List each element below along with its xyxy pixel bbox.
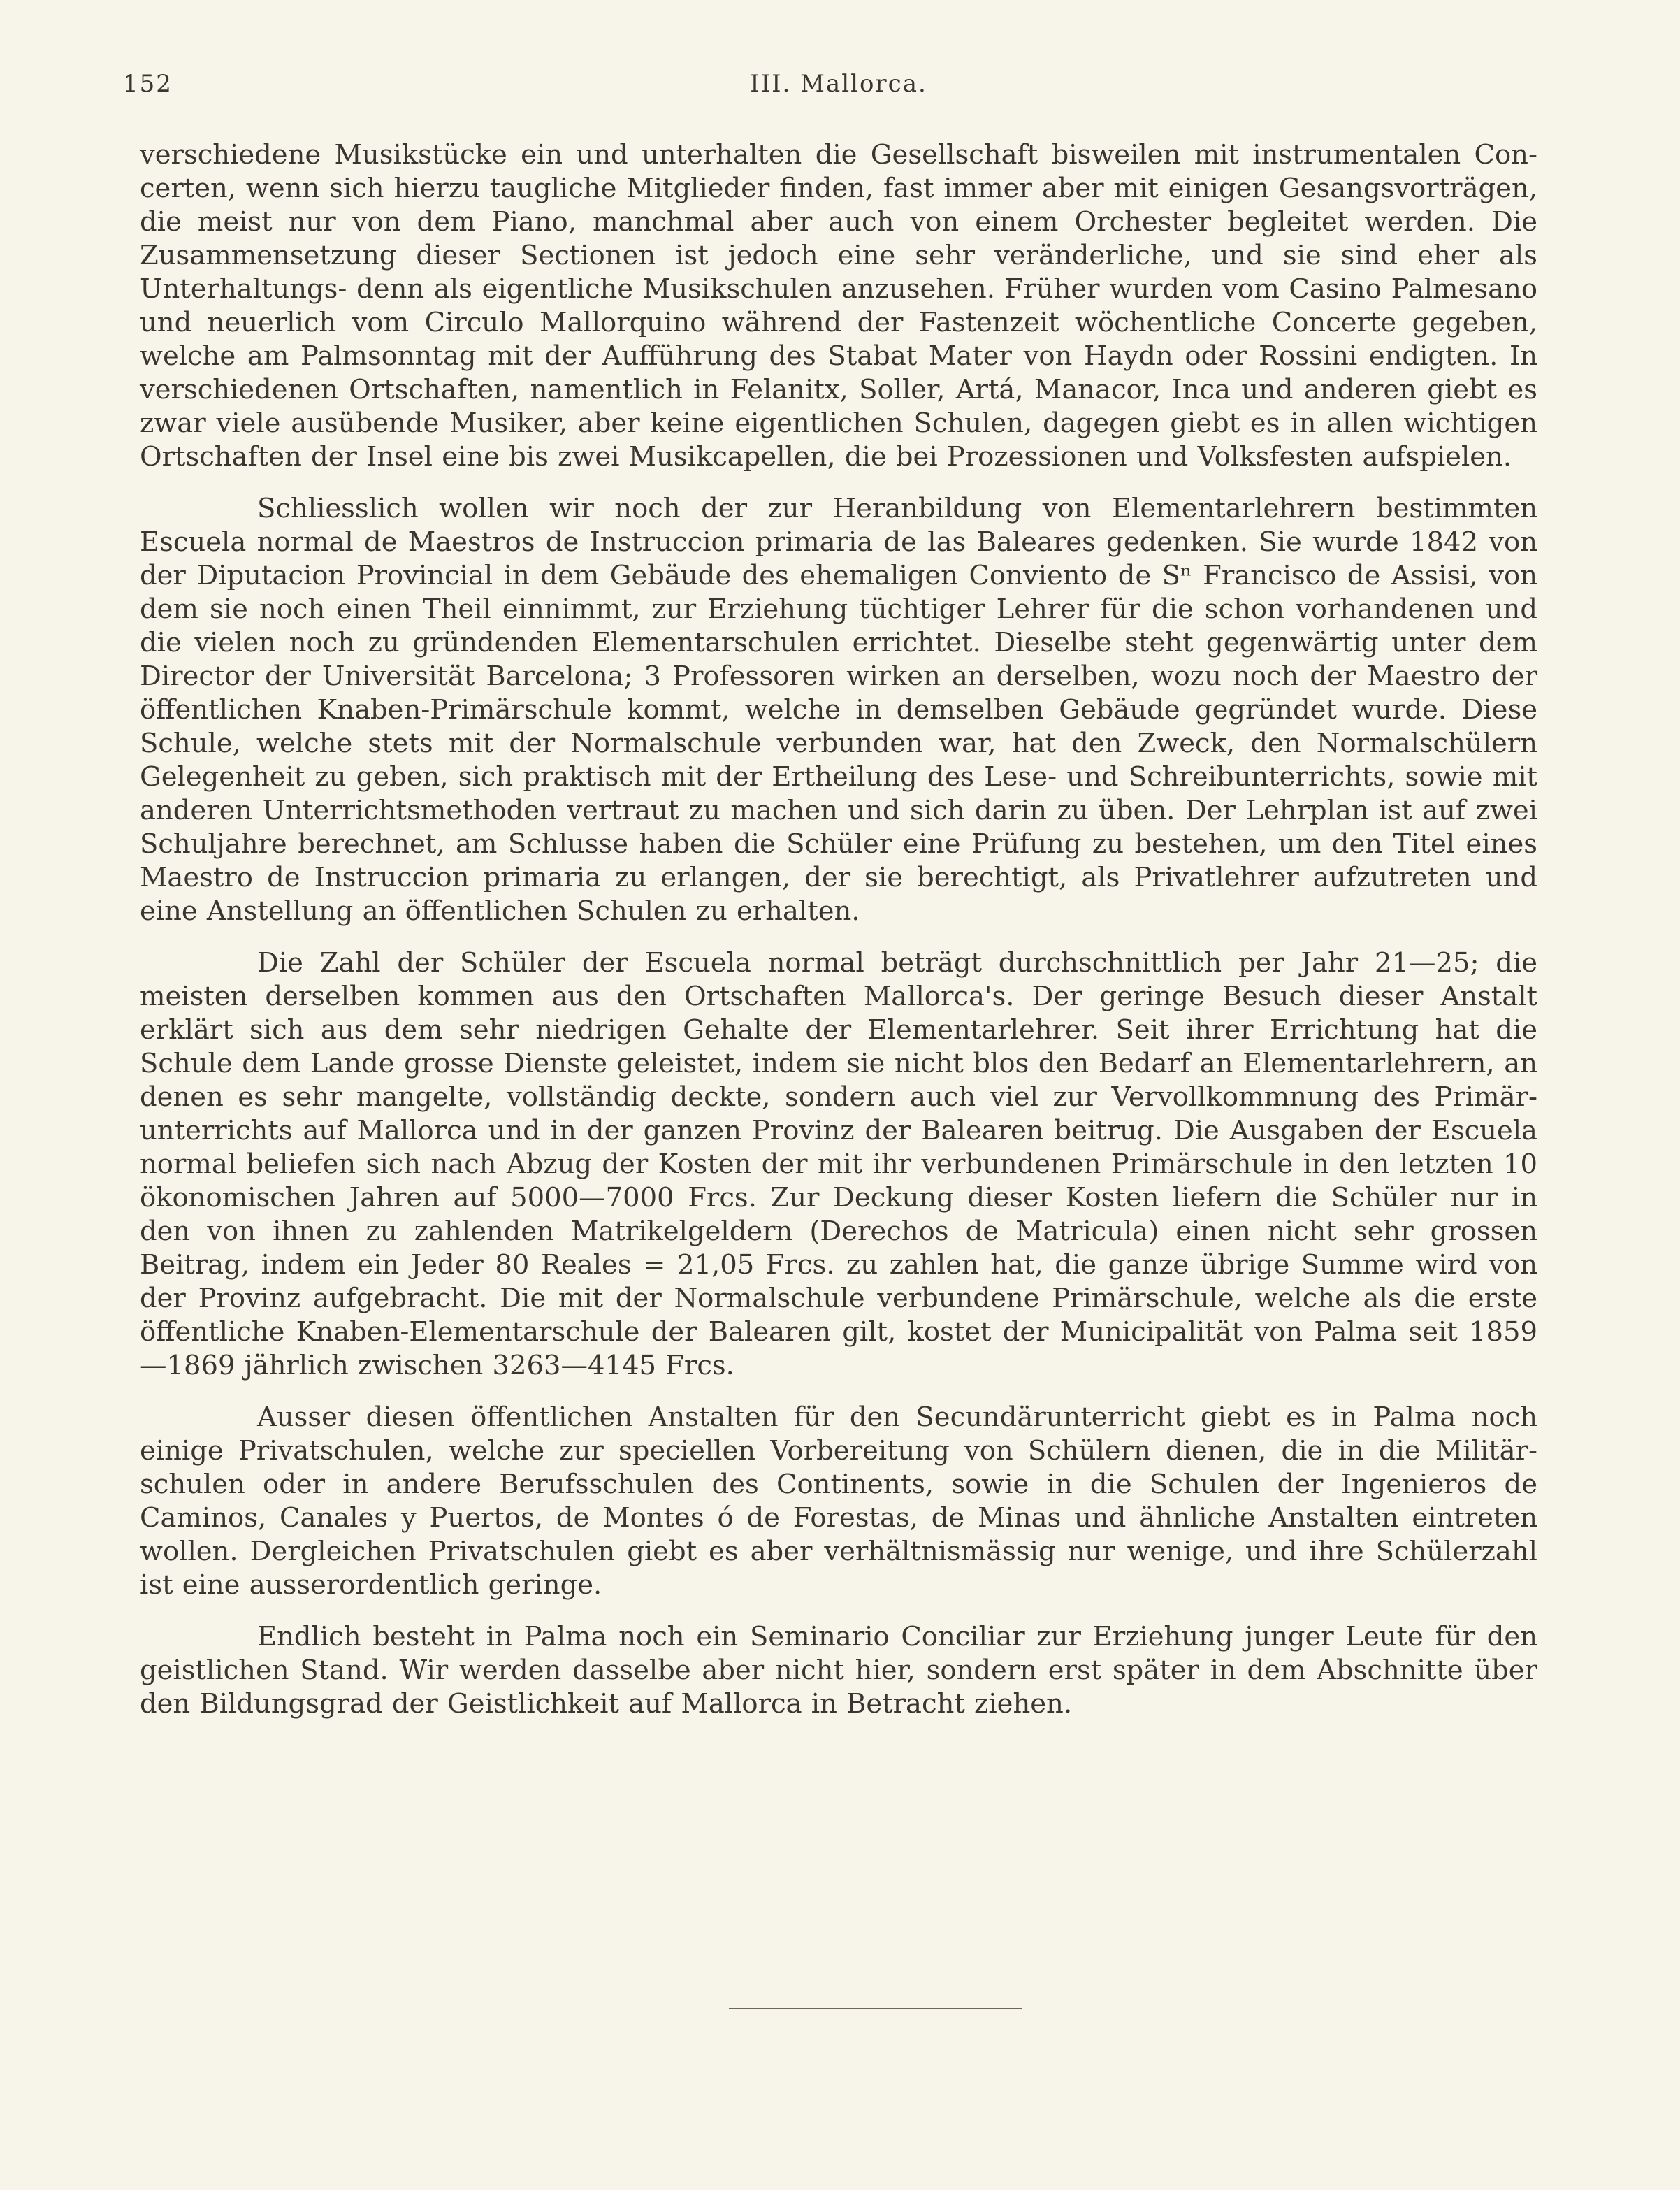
page <box>123 70 1537 1721</box>
paragraph-musikschulen: verschiedene Musikstücke ein und unterhalten die Gesellschaft bisweilen mit instrumentalen Concerten, wenn sich hierzu taugliche Mitglieder finden, fast immer aber mit einigen Gesangsvorträgen, die meist nur von dem Piano, manchmal aber auch von einem Orchester begleitet werden. Die Zusammensetzung dieser Sectionen ist jedoch eine sehr veränderliche, und sie sind eher als Unterhaltungs- denn als eigentliche Musikschulen anzusehen. Früher wurden vom Casino Palmesano und neuerlich vom Circulo Mallorquino während der Fastenzeit wöchentliche Concerte gegeben, welche am Palmsonntag mit der Aufführung des Stabat Mater von Haydn oder Rossini endigten. In verschiedenen Ortschaften, namentlich in Felanitx, Soller, Artá, Manacor, Inca und anderen giebt es zwar viele ausübende Musiker, aber keine eigentlichen Schulen, dagegen giebt es in allen wichtigen Ortschaften der Insel eine bis zwei Musikcapellen, die bei Prozessionen und Volksfesten aufspielen. <box>140 139 1537 473</box>
section-end-rule <box>729 2008 1022 2009</box>
running-title: III. Mallorca. <box>750 70 927 98</box>
paragraph-privatschulen: Ausser diesen öffentlichen Anstalten für den Secundärunterricht giebt es in Palma noch einige Privatschulen, welche zur speciellen Vorbereitung von Schülern dienen, die in die Militärschulen oder in andere Berufsschulen des Continents, sowie in die Schulen der Ingenieros de Caminos, Canales y Puertos, de Montes ó de Forestas, de Minas und ähnliche Anstalten eintreten wollen. Dergleichen Privatschulen giebt es aber verhältnismässig nur wenige, und ihre Schülerzahl ist eine ausserordentlich geringe. <box>140 1402 1537 1601</box>
paragraph-escuela-normal: Schliesslich wollen wir noch der zur Heranbildung von Elementarlehrern bestimmten Escuela normal de Maestros de Instruccion primaria de las Baleares gedenken. Sie wurde 1842 von der Diputacion Provincial in dem Gebäude des ehemaligen Conviento de Sⁿ Francisco de Assisi, von dem sie noch einen Theil einnimmt, zur Erziehung tüchtiger Lehrer für die schon vorhandenen und die vielen noch zu gründenden Elementarschulen errichtet. Dieselbe steht gegenwärtig unter dem Director der Universität Barcelona; 3 Professoren wirken an derselben, wozu noch der Maestro der öffentlichen Knaben-Primärschule kommt, welche in demselben Gebäude gegründet wurde. Diese Schule, welche stets mit der Normalschule verbunden war, hat den Zweck, den Normalschülern Gelegenheit zu geben, sich praktisch mit der Ertheilung des Lese- und Schreibunterrichts, sowie mit anderen Unterrichtsmethoden vertraut zu machen und sich darin zu üben. Der Lehrplan ist auf zwei Schuljahre berechnet, am Schlusse haben die Schüler eine Prüfung zu bestehen, um den Titel eines Maestro de Instruccion primaria zu erlangen, der sie berechtigt, als Privatlehrer aufzutreten und eine Anstellung an öffentlichen Schulen zu erhalten. <box>140 493 1537 927</box>
page-header <box>123 70 1537 112</box>
paragraph-schuelerzahl: Die Zahl der Schüler der Escuela normal beträgt durchschnittlich per Jahr 21—25; die meisten derselben kommen aus den Ortschaften Mallorca's. Der geringe Besuch dieser Anstalt erklärt sich aus dem sehr niedrigen Gehalte der Elementarlehrer. Seit ihrer Errichtung hat die Schule dem Lande grosse Dienste geleistet, indem sie nicht blos den Bedarf an Elementarlehrern, an denen es sehr mangelte, vollständig deckte, sondern auch viel zur Vervollkommnung des Primärunterrichts auf Mallorca und in der ganzen Provinz der Balearen beitrug. Die Ausgaben der Escuela normal beliefen sich nach Abzug der Kosten der mit ihr verbundenen Primärschule in den letzten 10 ökonomischen Jahren auf 5000—7000 Frcs. Zur Deckung dieser Kosten liefern die Schüler nur in den von ihnen zu zahlenden Matrikelgeldern (Derechos de Matricula) einen nicht sehr grossen Beitrag, indem ein Jeder 80 Reales = 21,05 Frcs. zu zahlen hat, die ganze übrige Summe wird von der Provinz aufgebracht. Die mit der Normalschule verbundene Primärschule, welche als die erste öffentliche Knaben-Elementarschule der Balearen gilt, kostet der Municipalität von Palma seit 1859—1869 jährlich zwischen 3263—4145 Frcs. <box>140 947 1537 1381</box>
page-number: 152 <box>123 70 173 98</box>
body-text <box>140 138 1537 1721</box>
paragraph-seminario: Endlich besteht in Palma noch ein Seminario Conciliar zur Erziehung junger Leute für den geistlichen Stand. Wir werden dasselbe aber nicht hier, sondern erst später in dem Abschnitte über den Bildungsgrad der Geistlichkeit auf Mallorca in Betracht ziehen. <box>140 1621 1537 1720</box>
